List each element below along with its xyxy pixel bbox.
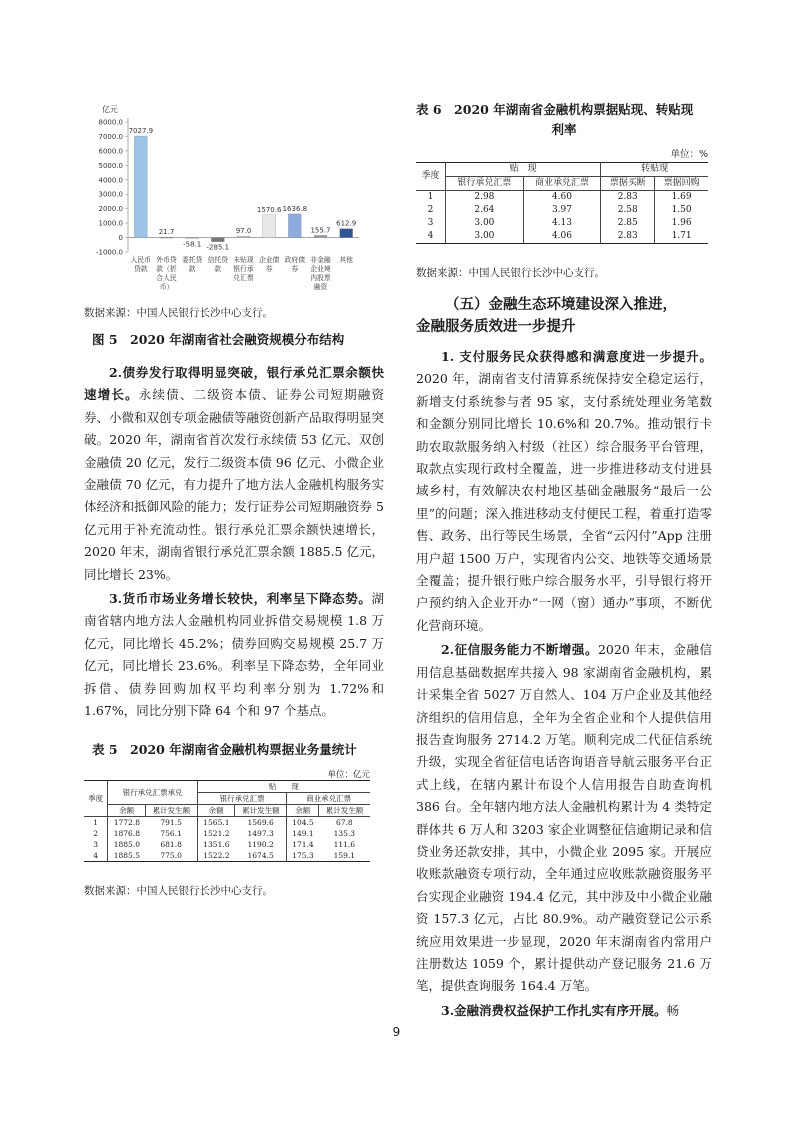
table5-cell: 1885.0 [108,839,146,850]
table5-cell: 175.3 [287,850,319,862]
table6-cell: 2.98 [446,191,524,205]
category-label: 银行承 [233,265,254,273]
y-tick-label: 7000.0 [98,132,123,141]
table5-header-amount: 累计发生额 [319,805,370,817]
bar [340,229,353,238]
table5-cell: 1569.6 [247,818,274,827]
category-label: 款 [214,265,222,273]
table6-header-commercial-bill: 商业承兑汇票 [523,177,601,191]
table6-cell: 1.96 [655,217,708,230]
section-heading-line2: 金融服务质效进一步提升 [416,319,576,335]
table6-header-repo: 票据回购 [655,177,708,191]
table6-cell: 4.60 [523,191,601,205]
table6-cell: 1.69 [655,191,708,205]
category-label: 贷款 [134,265,148,273]
data-label: -58.1 [183,240,202,249]
table5-source: 数据来源：中国人民银行长沙中心支行。 [84,885,273,897]
paragraph-heading: 3.金融消费权益保护工作扎实有序开展。 [441,1002,667,1018]
paragraph-bond-issuance [84,362,384,586]
paragraph-credit [416,639,712,998]
paragraph-money-market [84,588,384,722]
paragraph-heading: 2.征信服务能力不断增强。 [441,642,598,658]
paragraph-heading: 3.货币市场业务增长较快，利率呈下降态势。 [109,591,372,607]
table5-cell: 1772.8 [108,817,146,829]
figure-5 [84,100,384,300]
table5-cell: 791.5 [160,818,182,827]
table6-cell: 2.83 [601,191,655,205]
table5-unit: 单位：亿元 [327,770,370,780]
table5-header-balance: 余额 [197,805,235,817]
bar [186,238,199,239]
paragraph-payment [416,346,712,637]
table5-header-season: 季度 [84,781,108,817]
category-label: 券 [291,265,299,273]
data-label: -285.1 [206,243,230,252]
table5-header-commercial-bill: 商业承兑汇票 [287,793,370,805]
table5-cell: 1497.3 [247,829,274,838]
table5-header-amount: 累计发生额 [145,805,197,817]
data-label: 21.7 [158,228,175,237]
table5-cell: 1190.2 [247,840,274,849]
table5-cell: 681.8 [160,840,182,849]
y-tick-label: 0 [118,234,123,243]
table6-grid [416,162,708,244]
section-heading-line1: （五）金融生态环境建设深入推进， [445,297,677,313]
figure-source: 数据来源：中国人民银行长沙中心支行。 [84,307,273,319]
table5-cell: 67.8 [335,818,353,827]
table5-cell: 1565.1 [197,817,235,829]
data-label: 155.7 [310,226,331,235]
table5-cell: 1 [93,818,99,827]
category-label: 券 [265,265,273,273]
table6-unit: 单位：% [670,149,708,160]
table5-cell: 159.1 [333,851,356,860]
y-tick-label: 2000.0 [98,205,123,214]
table5 [84,780,384,862]
table5-cell: 1351.6 [197,839,235,850]
paragraph-text: 2020 年，湖南省支付清算系统保持安全稳定运行，新增支付系统参与者 95 家，支付系统处理业务笔数和金额分别同比增长 10.6%和 20.7%。推动银行卡助农取款服务纳入村级（社区）综合服务平台管理，取款点实现行政村全覆盖，进一步推进移动支付进县域乡村，有效解决农村地区基础金融服务“最后一公里”的问题；深入推进移动支付便民工程，着重打造零售、政务、出行等民生场景，全省“云闪付”App 注册用户超 1500 万户，实现省内公交、地铁等交通场景全覆盖；提升银行账户综合服务水平，引导银行将开户预约纳入企业开办“一网（窗）通办”事项，不断优化营商环境。 [416,371,712,633]
category-label: 外币贷 [156,256,177,264]
data-label: 7027.9 [128,127,154,136]
table6-cell: 1.71 [655,230,708,244]
table5-cell: 2 [93,829,99,838]
table5-header-balance: 余额 [287,805,319,817]
table6-cell: 3.00 [446,230,524,244]
table5-cell: 1674.5 [247,851,274,860]
table6-caption-line2: 利率 [551,122,577,137]
table6-caption-line1: 表 6 2020 年湖南省金融机构票据贴现、转贴现 [416,102,694,117]
category-label: 款（折 [156,265,177,273]
bar [211,238,224,242]
table5-cell: 756.1 [160,829,182,838]
figure-caption: 图 5 2020 年湖南省社会融资规模分布结构 [92,332,345,347]
bar [237,236,250,237]
category-label: 非金融 [310,256,331,264]
table6-cell: 3.97 [523,204,601,217]
table6-header-rediscount: 转贴现 [601,163,708,177]
data-label: 1570.6 [256,205,282,214]
section-heading [416,294,712,338]
table-row [416,204,708,217]
table-row [84,817,370,829]
table5-cell: 4 [93,851,99,860]
right-body [416,346,712,1022]
table6-header-season: 季度 [416,163,446,191]
category-label: 未贴现 [233,256,254,264]
y-tick-label: 8000.0 [98,118,123,127]
table5-cell: 104.5 [287,817,319,829]
table5-cell: 1521.2 [197,828,235,839]
y-tick-label: 3000.0 [98,190,123,199]
table6-header-discount: 贴 现 [446,163,601,177]
table5-cell: 1885.5 [108,850,146,862]
table-row [84,850,370,862]
table5-cell: 1522.2 [197,850,235,862]
category-label: 合人民 [156,274,177,282]
left-body [84,362,384,723]
table-row [84,828,370,839]
table6-cell: 1 [427,192,434,202]
category-label: 币） [159,283,174,291]
bar-chart [84,100,384,300]
table5-grid [84,780,370,862]
paragraph-heading: 1. 支付服务民众获得感和满意度进一步提升。 [441,349,712,364]
paragraph-heading: 2.债券发行取得明显突破，银行承兑汇票余额快速增长。 [84,365,384,403]
table5-cell: 775.0 [160,851,182,860]
table6-cell: 3 [427,218,434,228]
table5-header-bank-bill: 银行承兑汇票 [197,793,287,805]
table5-cell: 111.6 [333,840,356,849]
table6-cell: 2.85 [601,217,655,230]
bar [314,235,327,237]
paragraph-consumer [416,1000,712,1022]
category-label: 款 [188,265,196,273]
table5-header-discount: 贴 现 [197,781,370,793]
table6-cell: 2 [427,205,434,215]
table6-header-buyout: 票据买断 [601,177,655,191]
data-label: 612.9 [336,219,357,228]
table5-header-amount: 累计发生额 [235,805,287,817]
category-label: 企业境 [310,265,331,273]
table6-cell: 2.64 [446,204,524,217]
table5-caption: 表 5 2020 年湖南省金融机构票据业务量统计 [92,742,357,757]
table-row [416,191,708,205]
category-label: 其他 [339,256,353,264]
y-tick-label: 4000.0 [98,176,123,185]
paragraph-text: 畅 [666,1002,680,1018]
table-row [416,230,708,244]
category-label: 融资 [313,283,328,291]
category-label: 内股票 [310,274,331,282]
y-tick-label: 6000.0 [98,147,123,156]
table5-cell: 135.3 [333,829,356,838]
table6-cell: 4.13 [523,217,601,230]
table5-header-balance: 余额 [108,805,146,817]
paragraph-text: 湖南省辖内地方法人金融机构同业拆借交易规模 1.8 万亿元，同比增长 45.2%；债券回购交易规模 25.7 万亿元，同比增长 23.6%。利率呈下降态势，全年同业拆借、债券回购加权平均利率分别为 1.72%和 1.67%，同比分别下降 64 个和 97 个基点。 [84,591,384,719]
table5-cell: 149.1 [287,828,319,839]
paragraph-text: 永续债、二级资本债、证券公司短期融资券、小微和双创专项金融债等融资创新产品取得明显突破。2020 年，湖南省首次发行永续债 53 亿元、双创金融债 20 亿元，发行二级资本债 96 亿元、小微企业金融债 70 亿元，有力提升了地方法人金融机构服务实体经济和抵御风险的能力；发行证券公司短期融资券 5 亿元用于补充流动性。银行承兑汇票余额快速增长，2020 年末，湖南省银行承兑汇票余额 1885.5 亿元，同比增长 23%。 [84,387,385,582]
table-row [84,839,370,850]
bar [134,136,147,238]
table-row [416,217,708,230]
y-tick-label: -1000.0 [95,248,123,257]
table6-header-bank-bill: 银行承兑汇票 [446,177,524,191]
table6-source: 数据来源：中国人民银行长沙中心支行。 [416,267,605,279]
table5-cell: 1876.8 [108,828,146,839]
y-tick-label: 5000.0 [98,161,123,170]
category-label: 企业债 [258,256,280,264]
table6-cell: 2.83 [601,230,655,244]
table6-cell: 1.50 [655,204,708,217]
bar [288,214,301,238]
bar [160,237,173,238]
y-tick-label: 1000.0 [98,219,123,228]
table6-cell: 3.00 [446,217,524,230]
paragraph-text: 2020 年末，金融信用信息基础数据库共接入 98 家湖南省金融机构，累计采集全省 5027 万自然人、104 万户企业及其他经济组织的信用信息，全年为全省企业和个人提供信用报告查询服务 2714.2 万笔。顺利完成二代征信系统升级，实现全省征信电话咨询语音导航云服务平台正式上线，在辖内累计布设个人信用报告自助查询机 386 台。全年辖内地方法人金融机构累计为 4 类特定群体共 6 万人和 3203 家企业调整征信逾期记录和信贷业务还款安排，其中，小微企业 2095 家。开展应收账款融资专项行动，全年通过应收账款融资服务平台实现企业融资 194.4 亿元，其中涉及中小微企业融资 157.3 亿元，占比 80.9%。动产融资登记公示系统应用效果进一步显现，2020 年末湖南省内常用户注册数达 1059 个，累计提供动产登记服务 21.6 万笔，提供查询服务 164.4 万笔。 [416,642,712,994]
category-label: 政府债 [284,256,306,264]
category-label: 兑汇票 [233,274,254,282]
category-label: 信托贷 [207,256,229,264]
page-number: 9 [392,1025,401,1039]
bar [263,215,276,238]
category-label: 委托贷 [181,256,203,264]
table5-cell: 3 [93,840,99,849]
table5-header-acceptance: 银行承兑汇票承兑 [108,781,198,805]
table6 [416,162,712,244]
table6-cell: 4 [427,231,434,241]
table6-cell: 4.06 [523,230,601,244]
table6-caption [416,100,712,140]
category-label: 人民币 [130,256,152,264]
table5-cell: 171.4 [287,839,319,850]
data-label: 1636.8 [282,204,308,213]
data-label: 97.0 [235,227,252,236]
y-unit-label: 亿元 [102,105,118,114]
table6-cell: 2.58 [601,204,655,217]
